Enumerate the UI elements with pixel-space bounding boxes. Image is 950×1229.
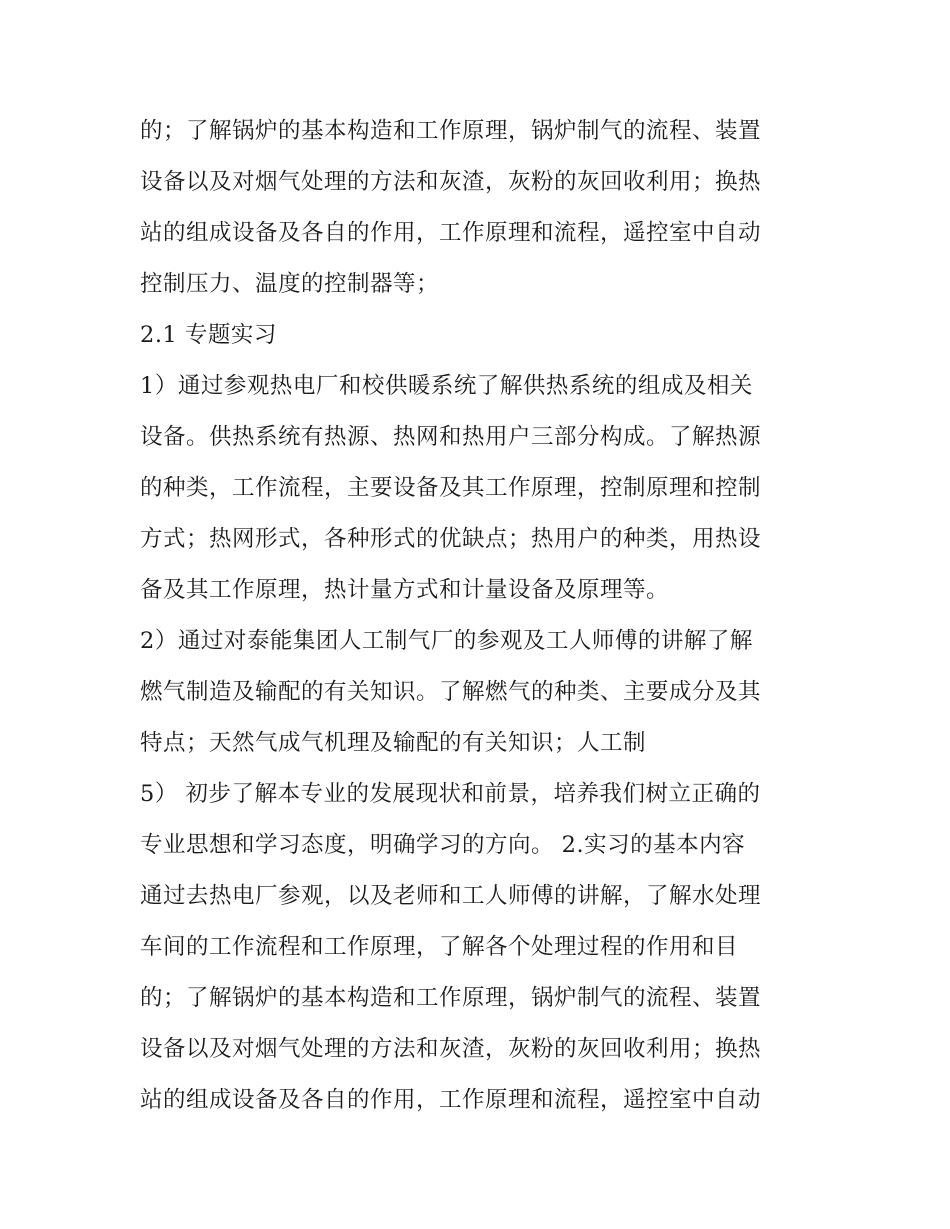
text-line: 1）通过参观热电厂和校供暖系统了解供热系统的组成及相关 (140, 373, 753, 399)
text-line: 通过去热电厂参观，以及老师和工人师傅的讲解，了解水处理 (140, 883, 762, 909)
text-line: 专业思想和学习态度，明确学习的方向。 2.实习的基本内容 (140, 832, 746, 858)
text-line: 5） 初步了解本专业的发展现状和前景，培养我们树立正确的 (140, 781, 761, 807)
text-line: 设备。供热系统有热源、热网和热用户三部分构成。了解热源 (140, 424, 762, 450)
text-line: 2）通过对泰能集团人工制气厂的参观及工人师傅的讲解了解 (140, 628, 753, 654)
text-line: 方式；热网形式，各种形式的优缺点；热用户的种类，用热设 (140, 526, 762, 552)
text-line: 燃气制造及输配的有关知识。了解燃气的种类、主要成分及其 (140, 679, 762, 705)
text-line: 的；了解锅炉的基本构造和工作原理，锅炉制气的流程、装置 (140, 118, 762, 144)
text-line: 的；了解锅炉的基本构造和工作原理，锅炉制气的流程、装置 (140, 985, 762, 1011)
document-body (140, 106, 816, 1126)
text-line: 的种类，工作流程，主要设备及其工作原理，控制原理和控制 (140, 475, 762, 501)
text-line: 站的组成设备及各自的作用，工作原理和流程，遥控室中自动 (140, 220, 762, 246)
text-line: 站的组成设备及各自的作用，工作原理和流程，遥控室中自动 (140, 1087, 762, 1113)
section-heading: 2.1 专题实习 (140, 322, 277, 348)
text-line: 控制压力、温度的控制器等； (140, 271, 440, 297)
text-line: 设备以及对烟气处理的方法和灰渣，灰粉的灰回收利用；换热 (140, 1036, 762, 1062)
text-line: 特点；天然气成气机理及输配的有关知识；人工制 (140, 730, 647, 756)
text-line: 车间的工作流程和工作原理，了解各个处理过程的作用和目 (140, 934, 739, 960)
text-line: 备及其工作原理，热计量方式和计量设备及原理等。 (140, 577, 670, 603)
text-line: 设备以及对烟气处理的方法和灰渣，灰粉的灰回收利用；换热 (140, 169, 762, 195)
